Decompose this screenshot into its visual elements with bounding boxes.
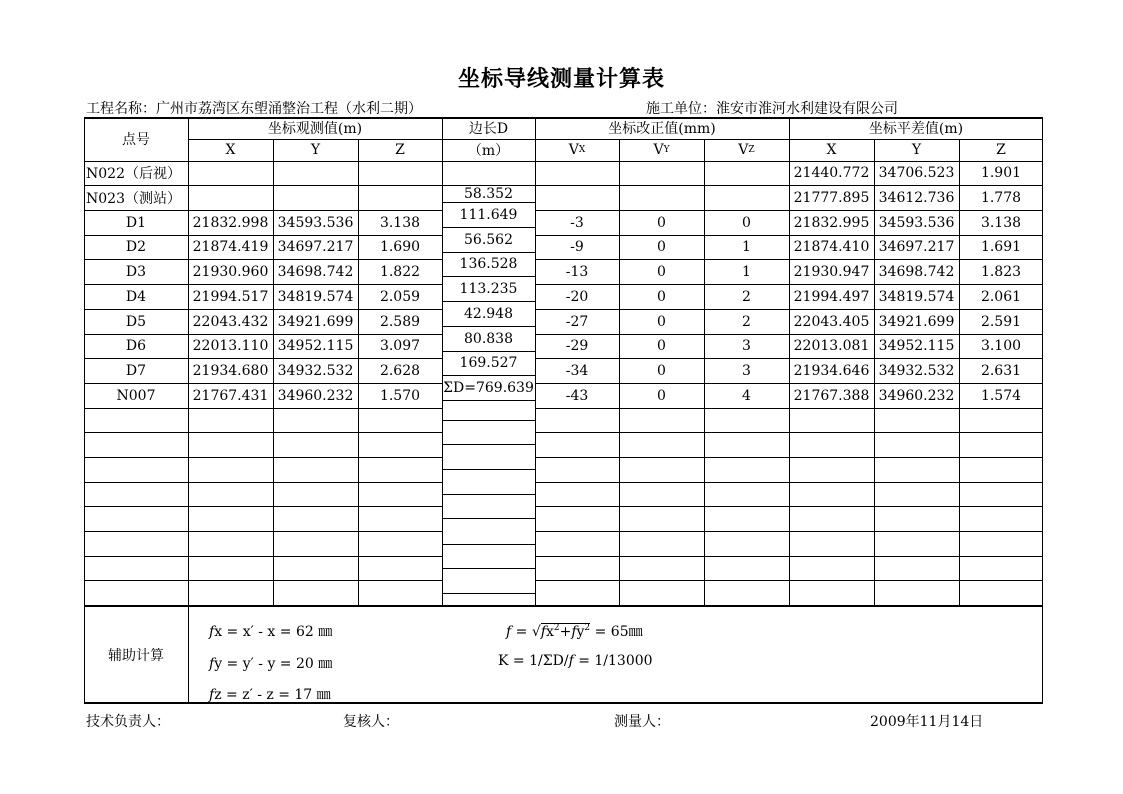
grid-line xyxy=(442,161,535,162)
table-cell: 21994.517 xyxy=(192,288,269,305)
table-cell: 22013.081 xyxy=(793,338,870,354)
table-cell: 2 xyxy=(742,313,751,330)
point-name: D7 xyxy=(125,362,147,379)
plus: + xyxy=(559,624,572,640)
table-cell: 21874.410 xyxy=(793,239,870,255)
side-length-header: 边长D xyxy=(468,121,509,137)
vx-header xyxy=(535,139,619,161)
v-subscript: Y xyxy=(663,145,670,155)
table-cell: 3.138 xyxy=(980,214,1022,231)
table-cell xyxy=(273,185,358,210)
table-cell: 1.570 xyxy=(379,387,421,404)
grid-line xyxy=(84,432,442,433)
construction-unit: 施工单位：淮安市淮河水利建设有限公司 xyxy=(646,101,898,117)
table-cell: 3.138 xyxy=(379,214,421,231)
tech-lead-label: 技术负责人： xyxy=(86,714,170,730)
table-cell: -34 xyxy=(565,362,589,379)
table-cell: 21874.419 xyxy=(192,239,269,255)
point-header: 点号 xyxy=(122,132,150,148)
f-symbol: f xyxy=(209,687,215,703)
grid-line xyxy=(442,444,535,445)
table-cell xyxy=(704,185,789,210)
side-length-value: 169.527 xyxy=(459,355,518,371)
exponent: 2 xyxy=(553,623,560,633)
table-cell: 34921.699 xyxy=(277,313,354,330)
table-cell xyxy=(704,161,789,185)
table-cell: 21930.960 xyxy=(192,263,269,280)
fy-text: y = y′ - y = 20 ㎜ xyxy=(214,656,333,672)
f-result: = 65㎜ xyxy=(590,624,643,640)
table-cell: 2.589 xyxy=(379,313,421,330)
grid-line xyxy=(442,593,535,594)
table-cell: 0 xyxy=(657,338,666,354)
point-name: D3 xyxy=(125,263,147,280)
f-symbol: f xyxy=(568,653,574,669)
fx-text: x = x′ - x = 62 ㎜ xyxy=(214,624,333,640)
v-symbol: V xyxy=(568,142,579,158)
table-cell: 34706.523 xyxy=(878,165,955,181)
surveyor-label: 测量人： xyxy=(614,714,670,730)
vz-header xyxy=(704,139,789,161)
fy-formula xyxy=(209,653,332,673)
table-cell: 34952.115 xyxy=(277,338,354,354)
page-title: 坐标导线测量计算表 xyxy=(457,67,665,92)
k-formula xyxy=(498,653,653,669)
radicand xyxy=(541,623,590,640)
table-cell: 34932.532 xyxy=(277,362,354,379)
table-cell xyxy=(188,161,273,185)
table-cell: 34698.742 xyxy=(277,263,354,280)
reviewer-label: 复核人： xyxy=(343,714,399,730)
grid-line xyxy=(84,556,442,557)
obs-x-header: X xyxy=(225,142,236,158)
table-cell: 1.823 xyxy=(980,263,1022,280)
table-cell: 21767.388 xyxy=(793,387,870,404)
table-cell: 34697.217 xyxy=(277,239,354,255)
f-symbol: f xyxy=(209,624,215,640)
table-cell: 0 xyxy=(657,263,666,280)
table-cell: -29 xyxy=(565,338,589,354)
fy-var: y xyxy=(576,624,585,640)
point-name: D6 xyxy=(125,338,147,354)
side-length-value: 56.562 xyxy=(464,231,513,248)
grid-line xyxy=(442,568,535,569)
table-cell: 22043.405 xyxy=(793,313,870,330)
table-cell: 1 xyxy=(742,263,751,280)
table-cell: 21767.431 xyxy=(192,387,269,404)
table-cell: -3 xyxy=(570,214,584,231)
table-cell: 3.097 xyxy=(379,338,421,354)
table-cell: 2.059 xyxy=(379,288,421,305)
v-symbol: V xyxy=(653,142,664,158)
adj-x-header: X xyxy=(826,142,837,158)
table-cell: 3.100 xyxy=(980,338,1022,354)
grid-line xyxy=(535,432,1043,433)
f-symbol: f xyxy=(540,624,546,640)
grid-line xyxy=(442,605,535,607)
point-name: N007 xyxy=(116,387,156,404)
table-cell: 21832.995 xyxy=(793,214,870,231)
grid-line xyxy=(535,506,1043,507)
exponent: 2 xyxy=(584,623,591,633)
obs-z-header: Z xyxy=(395,142,405,158)
table-cell: 0 xyxy=(657,387,666,404)
table-cell: 34698.742 xyxy=(878,263,955,280)
v-symbol: V xyxy=(738,142,749,158)
table-cell: 0 xyxy=(657,214,666,231)
grid-line xyxy=(84,531,442,532)
table-cell xyxy=(358,161,442,185)
point-name: D2 xyxy=(125,239,147,255)
table-cell: -43 xyxy=(565,387,589,404)
grid-line xyxy=(442,420,535,421)
table-cell: 0 xyxy=(657,313,666,330)
table-cell: 34952.115 xyxy=(878,338,955,354)
table-cell xyxy=(188,185,273,210)
fx-var: x xyxy=(545,624,554,640)
point-name: D4 xyxy=(125,288,147,305)
table-cell xyxy=(535,161,619,185)
table-cell: 21934.646 xyxy=(793,362,870,379)
table-cell: 21440.772 xyxy=(793,165,870,181)
v-subscript: Z xyxy=(748,145,755,155)
point-name: N022（后视） xyxy=(86,166,181,182)
table-cell xyxy=(535,185,619,210)
grid-line xyxy=(535,605,1043,607)
grid-line xyxy=(84,506,442,507)
table-cell: 34921.699 xyxy=(878,313,955,330)
correction-header: 坐标改正值(mm) xyxy=(608,121,716,137)
k-result: = 1/13000 xyxy=(573,653,653,669)
table-cell: 21777.895 xyxy=(793,189,870,206)
table-cell: 34697.217 xyxy=(878,239,955,255)
fz-formula xyxy=(209,684,331,704)
grid-line xyxy=(535,457,1043,458)
table-cell: 34819.574 xyxy=(878,288,955,305)
side-length-value: 136.528 xyxy=(459,256,518,272)
obs-y-header: Y xyxy=(310,142,321,158)
table-cell: 34932.532 xyxy=(878,362,955,379)
grid-line xyxy=(535,531,1043,532)
table-cell: 22013.110 xyxy=(192,338,269,354)
table-cell: -27 xyxy=(565,313,589,330)
grid-line xyxy=(535,482,1043,483)
table-cell: 1.778 xyxy=(980,189,1022,206)
table-cell: 4 xyxy=(742,387,751,404)
table-cell: 1.901 xyxy=(980,165,1022,181)
v-subscript: X xyxy=(578,145,586,155)
table-cell: -20 xyxy=(565,288,589,305)
table-cell: 2.061 xyxy=(980,288,1022,305)
table-cell xyxy=(619,161,704,185)
table-cell: 3 xyxy=(742,362,751,379)
side-length-value: 42.948 xyxy=(464,305,513,322)
point-name: D1 xyxy=(125,214,147,231)
table-cell: 21994.497 xyxy=(793,288,870,305)
table-cell: 0 xyxy=(742,214,751,231)
fx-formula xyxy=(209,621,332,641)
project-name: 工程名称：广州市荔湾区东塱涌整治工程（水利二期） xyxy=(86,101,422,117)
adj-y-header: Y xyxy=(911,142,922,158)
side-length-value: 111.649 xyxy=(459,206,518,223)
table-cell: 3 xyxy=(742,338,751,354)
point-name: D5 xyxy=(125,313,147,330)
grid-line xyxy=(84,482,442,483)
table-cell: 2.591 xyxy=(980,313,1022,330)
f-symbol: f xyxy=(209,656,215,672)
side-length-sum: ΣD=769.639 xyxy=(443,379,534,396)
f-total-formula xyxy=(506,621,643,641)
equals: = xyxy=(511,624,532,640)
sqrt-icon: √ xyxy=(531,624,541,640)
table-cell: -13 xyxy=(565,263,589,280)
observed-header: 坐标观测值(m) xyxy=(267,121,363,137)
vy-header xyxy=(619,139,704,161)
table-cell: 0 xyxy=(657,362,666,379)
table-cell: 1 xyxy=(742,239,751,255)
point-name: N023（测站） xyxy=(86,190,181,207)
grid-line xyxy=(535,580,1043,581)
grid-line xyxy=(442,544,535,545)
table-cell: 0 xyxy=(657,288,666,305)
grid-line xyxy=(442,400,535,401)
table-cell: 2.628 xyxy=(379,362,421,379)
grid-line xyxy=(442,469,535,470)
k-text: K = 1/ΣD/ xyxy=(498,653,569,669)
grid-line xyxy=(442,518,535,519)
table-cell: 2 xyxy=(742,288,751,305)
grid-line xyxy=(442,494,535,495)
table-cell: 34593.536 xyxy=(878,214,955,231)
table-cell: -9 xyxy=(570,239,584,255)
table-cell: 1.691 xyxy=(980,239,1022,255)
table-cell: 34612.736 xyxy=(878,189,955,206)
date-label: 2009年11月14日 xyxy=(870,714,984,730)
table-cell: 0 xyxy=(657,239,666,255)
table-cell xyxy=(273,161,358,185)
table-cell: 1.822 xyxy=(379,263,421,280)
table-cell: 1.690 xyxy=(379,239,421,255)
grid-line xyxy=(535,408,1043,409)
table-cell: 1.574 xyxy=(980,387,1022,404)
table-cell: 2.631 xyxy=(980,362,1022,379)
table-cell: 21832.998 xyxy=(192,214,269,231)
side-length-value: 113.235 xyxy=(459,280,518,297)
survey-table xyxy=(84,117,1043,704)
grid-line xyxy=(84,408,442,409)
f-symbol: f xyxy=(571,624,577,640)
grid-line xyxy=(84,580,442,581)
table-cell: 34593.536 xyxy=(277,214,354,231)
table-cell: 34960.232 xyxy=(878,387,955,404)
adj-z-header: Z xyxy=(996,142,1006,158)
table-cell xyxy=(619,185,704,210)
fz-text: z = z′ - z = 17 ㎜ xyxy=(214,687,331,703)
side-length-value: 58.352 xyxy=(464,185,513,202)
table-cell: 21930.947 xyxy=(793,263,870,280)
table-cell: 34960.232 xyxy=(277,387,354,404)
table-cell: 34819.574 xyxy=(277,288,354,305)
f-symbol: f xyxy=(506,624,512,640)
grid-line xyxy=(84,457,442,458)
grid-line xyxy=(535,556,1043,557)
adjusted-header: 坐标平差值(m) xyxy=(868,121,964,137)
table-cell xyxy=(358,185,442,210)
aux-calc-label: 辅助计算 xyxy=(108,647,164,664)
table-cell: 21934.680 xyxy=(192,362,269,379)
side-length-unit: （m） xyxy=(467,143,510,159)
side-length-value: 80.838 xyxy=(464,330,513,347)
table-cell: 22043.432 xyxy=(192,313,269,330)
